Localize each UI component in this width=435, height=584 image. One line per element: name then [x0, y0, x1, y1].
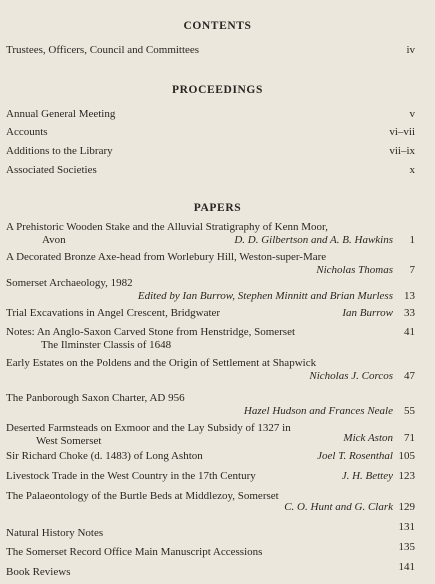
entry-author: Edited by Ian Burrow, Stephen Minnitt and Brian Murless: [137, 290, 393, 302]
entry-page: vi–vii: [389, 126, 415, 138]
entry-page: 47: [404, 370, 415, 382]
entry-page: 141: [398, 561, 415, 573]
entry-page: v: [409, 108, 415, 120]
entry-page: vii–ix: [389, 145, 415, 157]
entry-author: D. D. Gilbertson and A. B. Hawkins: [234, 234, 393, 246]
entry-author: Nicholas Thomas: [316, 264, 393, 276]
entry-title: Deserted Farmsteads on Exmoor and the Lay Subsidy of 1327 in: [6, 422, 291, 434]
entry-author: Hazel Hudson and Frances Neale: [243, 405, 393, 417]
entry-title: Early Estates on the Poldens and the Origin of Settlement at Shapwick: [6, 357, 317, 369]
entry-title: The Somerset Record Office Main Manuscript Accessions: [6, 546, 263, 558]
entry-title: The Palaeontology of the Burtle Beds at Middlezoy, Somerset: [6, 490, 279, 502]
entry-page: 13: [404, 290, 415, 302]
papers-heading: PAPERS: [193, 202, 242, 214]
entry-title: Trustees, Officers, Council and Committees: [6, 44, 200, 56]
entry-page: iv: [406, 44, 415, 56]
entry-title: A Prehistoric Wooden Stake and the Alluvial Stratigraphy of Kenn Moor,: [6, 221, 329, 233]
entry-page: 135: [398, 541, 415, 553]
entry-page: 71: [404, 432, 415, 444]
entry-page: 129: [398, 501, 415, 513]
entry-title: Notes: An Anglo-Saxon Carved Stone from Henstridge, Somerset: [6, 326, 296, 338]
entry-title: A Decorated Bronze Axe-head from Worlebury Hill, Weston-super-Mare: [6, 251, 327, 263]
entry-page: 1: [409, 234, 415, 246]
entry-page: 123: [398, 470, 415, 482]
entry-title: Somerset Archaeology, 1982: [6, 277, 133, 289]
entry-title-continued: West Somerset: [36, 435, 102, 447]
entry-title: Trial Excavations in Angel Crescent, Bridgwater: [6, 307, 221, 319]
entry-page: 33: [404, 307, 415, 319]
entry-page: x: [409, 164, 415, 176]
entry-title: Book Reviews: [6, 566, 71, 578]
proceedings-heading: PROCEEDINGS: [172, 84, 263, 96]
entry-title-continued: Avon: [42, 234, 66, 246]
entry-author: Joel T. Rosenthal: [317, 450, 393, 462]
entry-title: The Panborough Saxon Charter, AD 956: [6, 392, 185, 404]
entry-page: 55: [404, 405, 415, 417]
entry-title: Accounts: [6, 126, 48, 138]
entry-title: Associated Societies: [6, 164, 97, 176]
entry-title-continued: The Ilminster Classis of 1648: [41, 339, 172, 351]
entry-title: Livestock Trade in the West Country in the 17th Century: [6, 470, 256, 482]
entry-author: C. O. Hunt and G. Clark: [284, 501, 393, 513]
entry-author: Ian Burrow: [342, 307, 393, 319]
entry-page: 7: [409, 264, 415, 276]
entry-author: J. H. Bettey: [341, 470, 393, 482]
entry-title: Natural History Notes: [6, 527, 104, 539]
entry-title: Annual General Meeting: [6, 108, 116, 120]
entry-title: Additions to the Library: [6, 145, 113, 157]
entry-page: 41: [404, 326, 415, 338]
entry-author: Nicholas J. Corcos: [309, 370, 393, 382]
entry-page: 131: [398, 521, 415, 533]
entry-author: Mick Aston: [343, 432, 393, 444]
contents-heading: CONTENTS: [183, 20, 252, 32]
entry-page: 105: [398, 450, 415, 462]
entry-title: Sir Richard Choke (d. 1483) of Long Ashton: [6, 450, 203, 462]
